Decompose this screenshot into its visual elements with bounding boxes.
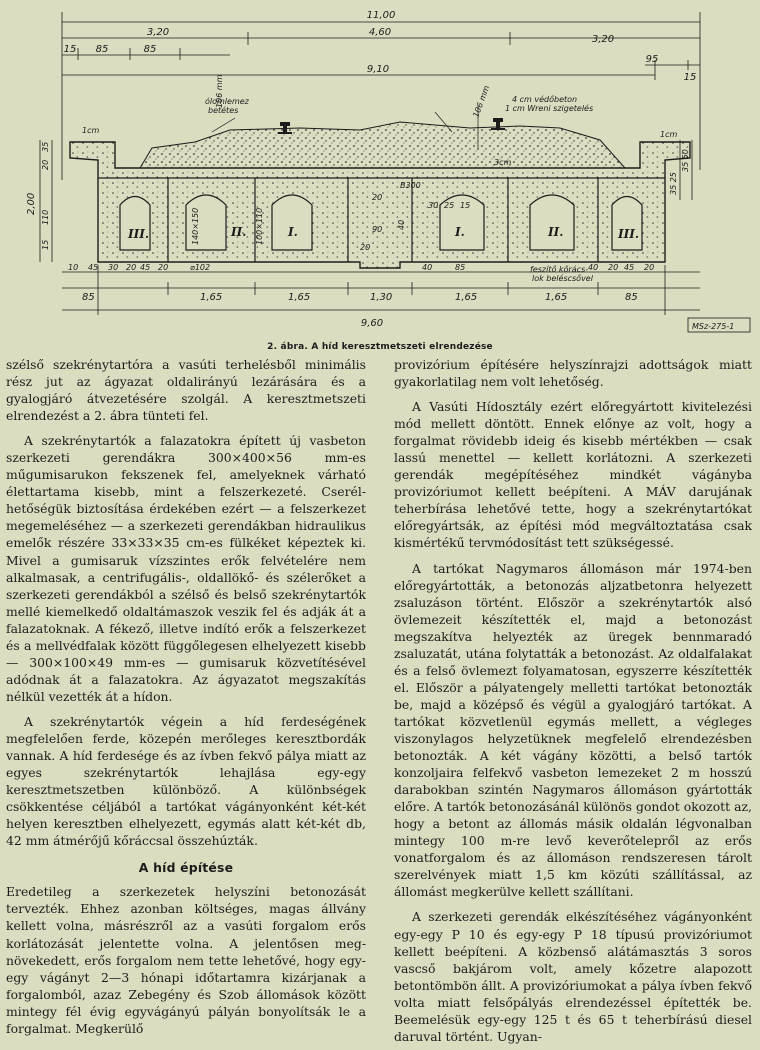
dim-right-95: 95 — [645, 54, 659, 65]
dim-bot-10: 10 — [68, 263, 79, 272]
cavity-I-left — [272, 195, 312, 250]
dim-bot-40: 40 — [422, 263, 433, 272]
dim-d102: ⌀102 — [190, 263, 211, 272]
dim-bot-20b: 20 — [158, 263, 169, 272]
label-feszito2: lok beléscsővel — [532, 274, 593, 283]
dim-h-35-25: 35 25 — [669, 172, 678, 195]
dim-bot-30: 30 — [108, 263, 119, 272]
dim-height: 2,00 — [26, 192, 37, 215]
dim-bot-40b: 40 — [588, 263, 599, 272]
dim-total-width: 11,00 — [366, 10, 396, 21]
dim-track: 9,10 — [366, 64, 390, 75]
dim-40-inner: 40 — [397, 219, 406, 230]
dim-bot-20d: 20 — [644, 263, 655, 272]
label-feszito1: feszítő kőrács- — [530, 265, 589, 274]
dim-top-85b: 85 — [143, 44, 157, 55]
room-label: II. — [548, 225, 564, 239]
room-label: I. — [288, 225, 298, 239]
dim-w-right: 3,20 — [591, 34, 615, 45]
ballast — [140, 122, 625, 168]
label-cm1a: 1cm — [82, 126, 100, 135]
dim-b300: B300 — [400, 181, 421, 190]
room-label: III. — [618, 227, 640, 241]
dim-h-35-50: 35 50 — [681, 149, 690, 172]
dim-row2-130: 1,30 — [370, 292, 393, 303]
dim-h-110: 110 — [41, 209, 50, 225]
paragraph: A szekrénytartók a falazatokra épített új vasbeton szerkezeti gerendákra 300×400×56 mm-es műgumisarukon fekszenek fel, amelyeknek várható élettartama kisebb, mint a felszerkezeté. Cserélhetőségük biztosítása érdekében ezért — a felszerkezet megemeléséhez — a szerkezeti gerendákban hidraulikus emelők részére 33×33×35 cm-es fülkéket képeztek ki. Mivel a gumisaruk vízszintes erők felvételére nem alkalmasak, a centrifugális-, oldallökő- és szélerőket a szerkezeti gerendákból a szélső és belső szekrénytartók mellé kiemelkedő oldaltámaszok veszik fel és adják át a falazatoknak. A fékező, illetve indító erők a felszerkezet és a mellvédfalak között függőlegesen elhelyezett kisebb — 300×100×49 mm-es — gumisaruk közvetítésével adódnak át a falazatokra. Az ágyazatot megszakítás nélkül vezették át a hídon. — [6, 433, 366, 704]
cavity-III-right — [612, 197, 642, 251]
paragraph: A szerkezeti gerendák elkészítéséhez vágányonként egy-egy P 10 és egy-egy P 18 típusú provizóriumot kellett beépíteni. A közbenső alátámasztás 3 soros vascső bakjárom volt, amely kőzetre alapozott betontömbön állt. A provizóriumokat a pálya ívben fekvő volta miatt felsőpályás elrendezéssel építették be. Beemelésük egy-egy 125 t és 65 t teherbírású diesel daruval történt. Ugyan- — [394, 909, 752, 1044]
room-label: II. — [231, 225, 247, 239]
dim-mid-30: 30 — [428, 201, 439, 210]
dim-right-15: 15 — [683, 72, 697, 83]
dim-mid-15: 15 — [460, 201, 471, 210]
cavity-III-left — [120, 197, 150, 251]
dim-w-mid: 4,60 — [368, 27, 392, 38]
left-column — [6, 356, 366, 1037]
rail-right — [491, 118, 505, 130]
label-beton1: 4 cm védőbeton — [512, 95, 578, 104]
dim-row2-165c: 1,65 — [455, 292, 478, 303]
dim-mid-90: 90 — [372, 225, 383, 234]
paragraph: Eredetileg a szerkezetek helyszíni betonozását tervezték. Ehhez azonban költséges, magas állvány kellett volna, másrészről az a vasúti forgalom erős korlátozását jelentette volna. A jelentősen megnövekedett, erős forgalom nem tette lehetővé, hogy egy-egy vágányt 2—3 hónapi időtartamra kizárjanak a forgalomból, azaz Zebegény és Szob állomások között mintegy fél évig egyvágányú pályán bonyolítsák le a forgalmat. Megkerülő — [6, 884, 366, 1036]
dim-100: 100×110 — [255, 207, 264, 245]
paragraph: A tartókat Nagymaros állomáson már 1974-ben előregyártották, a betonozás aljzatbetonra helyezett zsaluzáson történt. Először a szekrénytartók alsó övlemezeit készítették el, majd a betonozást megszakítva helyezték az üregek bennmaradó zsaluzatát, utána folytatták a betonozást. Az oldalfalakat és a felső övlemezt folyamatosan, egyszerre készítették el. Először a pályatengely melletti tartókat betonozták be, majd a középső és végül a gyalogjáró tartókat. A tartókat közvetlenül egymás mellett, a végleges viszonylagos helyzetüknek megfelelő elrendezésben betonozták. A két vágány közötti, a belső tartók konzoljaira felfekvő vasbeton lemezeket 2 m hosszú darabokban szintén Nagymaros állomáson gyártották előre. A tartók betonozásánál különös gondot okozott az, hogy a betont az állomás másik oldalán légvonalban mintegy 100 m-re levő keverőtelepről az erős vonatforgalom és az állomáson rendszeresen tárolt szerelvények miatt 1,5 km közúti szállítással, az állomást megkerülve kellett szállítani. — [394, 560, 752, 900]
dim-mid-20: 20 — [372, 193, 383, 202]
dim-w-left: 3,20 — [146, 27, 170, 38]
label-mm106b: 106 mm — [471, 84, 492, 119]
figure-caption: 2. ábra. A híd keresztmetszeti elrendezése — [267, 342, 493, 352]
label-cm1b: 1cm — [660, 130, 678, 139]
cavity-II-right — [530, 195, 574, 250]
dim-row2-165b: 1,65 — [288, 292, 311, 303]
dim-top-15: 15 — [63, 44, 77, 55]
dim-bot-20: 20 — [126, 263, 137, 272]
dim-top-85a: 85 — [95, 44, 109, 55]
dim-row2-85b: 85 — [625, 292, 638, 303]
label-beton2: 1 cm Wreni szigetelés — [505, 104, 594, 113]
dim-row2-165d: 1,65 — [545, 292, 568, 303]
label-lemez2: betétes — [208, 106, 239, 115]
label-mm106a: 106 mm — [215, 74, 224, 108]
dim-h-20: 20 — [41, 159, 50, 170]
paragraph: szélső szekrénytartóra a vasúti terhelésből minimális rész jut az ágyazat oldalirányú lezárására és a gyalogjáró átvezetésére szolgál. A keresztmetszeti elrendezést a 2. ábra tünteti fel. — [6, 357, 366, 424]
cross-section-drawing — [0, 0, 760, 340]
cross-section-figure — [0, 0, 760, 340]
figure-stamp: MSz-275-1 — [692, 322, 735, 331]
paragraph: A Vasúti Hídosztály ezért előregyártott kivitelezési mód mellett döntött. Ennek előnye az volt, hogy a forgalmat rövidebb ideig és kisebb mértékben — csak lassú menettel — kellett korlátozni. A szerkezeti gerendák megépítéséhez mindkét vágányba provizóriumot kellett beépíteni. A MÁV darujának teherbírása lehetővé tette, hogy a szekrénytartókat előregyártsák, az építési mód megváltoztatása csak kismértékű tervmódosítást tett szükségessé. — [394, 399, 752, 551]
paragraph: provizórium építésére helyszínrajzi adottságok miatt gyakorlatilag nem volt lehetőség. — [394, 357, 752, 390]
dim-overall: 9,60 — [360, 318, 384, 329]
dim-row2-165a: 1,65 — [200, 292, 223, 303]
dim-mid-25: 25 — [444, 201, 455, 210]
dim-140: 140×150 — [191, 207, 200, 245]
dim-h-15: 15 — [41, 239, 50, 250]
dim-h-35: 35 — [41, 141, 50, 152]
right-column — [394, 356, 752, 1045]
label-lemez1: ólomlemez — [205, 97, 249, 106]
dim-bot-45c: 45 — [624, 263, 635, 272]
paragraph: A szekrénytartók végein a híd ferdeségének megfelelően ferde, közepén merőleges keresztbordák vannak. A híd ferdesége és az ívben fekvő pálya miatt az egyes szekrénytartók lehajlása egy-egy keresztmetszetben különböző. A különbségek csökkentése céljából a tartókat vágányonként két-két helyen keresztben elhelyezett, egymás alatt két-két db, 42 mm átmérőjű kőráccsal összehúzták. — [6, 713, 366, 849]
dim-3cm: 3cm — [494, 158, 512, 167]
dim-bot-85: 85 — [455, 263, 466, 272]
dim-bot-45: 45 — [88, 263, 99, 272]
section-heading: A híd építése — [138, 860, 234, 876]
dim-bot-45b: 45 — [140, 263, 151, 272]
dim-mid-20b: 20 — [360, 243, 371, 252]
room-label: I. — [455, 225, 465, 239]
room-label: III. — [128, 227, 150, 241]
dim-bot-20c: 20 — [608, 263, 619, 272]
dim-row2-85a: 85 — [82, 292, 95, 303]
